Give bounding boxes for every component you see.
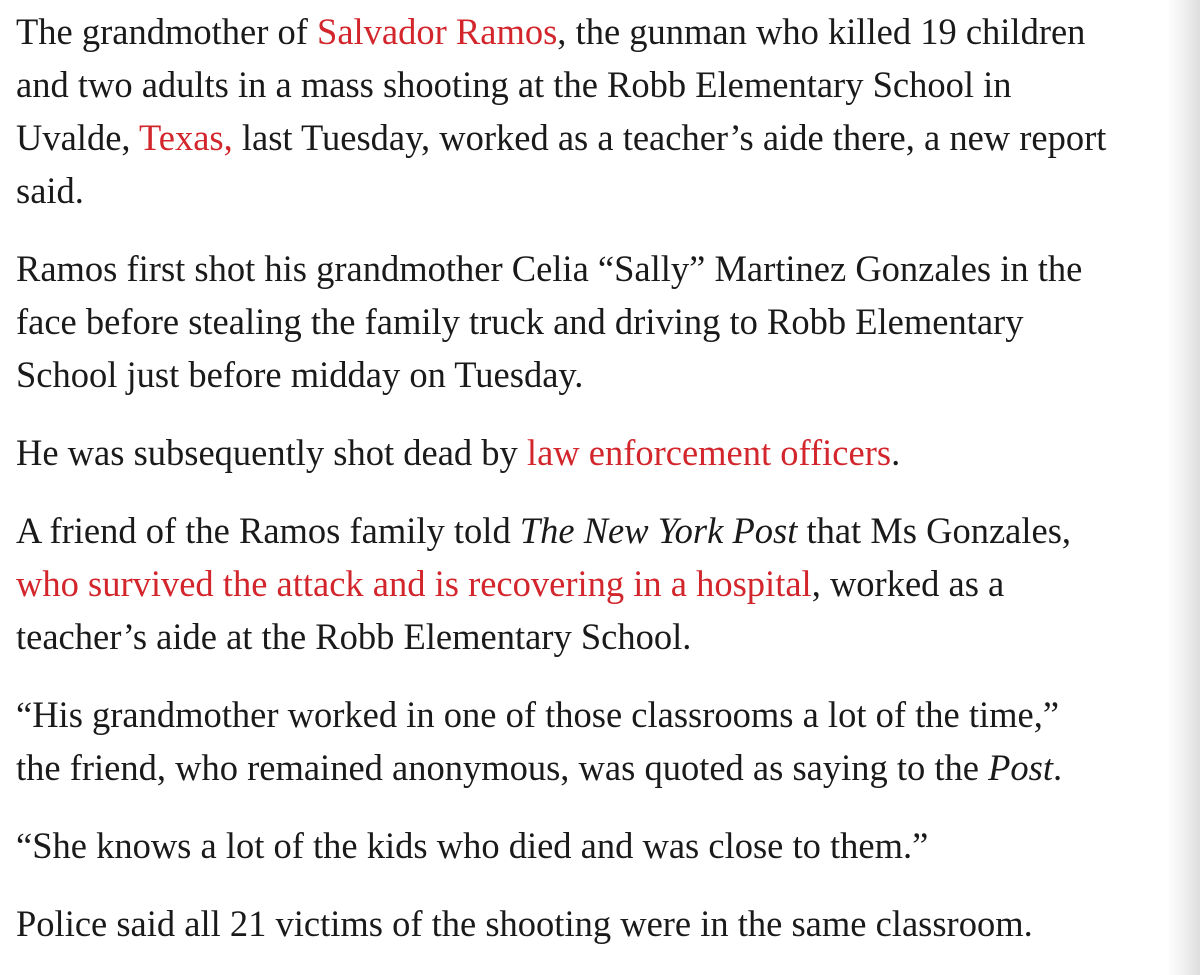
text-run: Police said all 21 victims of the shooting were in the same classroom. <box>16 903 1033 944</box>
text-run: . <box>891 432 901 473</box>
text-run: A friend of the Ramos family told <box>16 510 520 551</box>
salvador-ramos-link[interactable]: Salvador Ramos <box>317 11 558 52</box>
paragraph-1 <box>16 5 1200 217</box>
article-body <box>16 5 1200 975</box>
paragraph-7 <box>16 897 1200 950</box>
text-run: face before stealing the family truck and driving to Robb Elementary <box>16 301 1024 342</box>
text-run: , the gunman who killed 19 children <box>557 11 1086 52</box>
paragraph-2 <box>16 242 1200 401</box>
publication-name: The New York Post <box>519 510 798 551</box>
text-run: . <box>1053 747 1063 788</box>
text-run: said. <box>16 170 84 211</box>
paragraph-3 <box>16 426 1200 479</box>
text-run: The grandmother of <box>16 11 318 52</box>
text-run: , worked as a <box>811 563 1005 604</box>
text-run: and two adults in a mass shooting at the Robb Elementary School in <box>16 64 1012 105</box>
texas-link[interactable]: Texas, <box>139 117 233 158</box>
publication-name: Post <box>988 747 1054 788</box>
text-run: teacher’s aide at the Robb Elementary School. <box>16 616 692 657</box>
paragraph-6 <box>16 819 1200 872</box>
text-run: He was subsequently shot dead by <box>16 432 527 473</box>
quote-text: “She knows a lot of the kids who died and was close to them.” <box>16 825 929 866</box>
text-run: that Ms Gonzales, <box>797 510 1072 551</box>
paragraph-4 <box>16 504 1200 663</box>
text-run: the friend, who remained anonymous, was quoted as saying to the <box>16 747 989 788</box>
paragraph-5 <box>16 688 1200 794</box>
law-enforcement-link[interactable]: law enforcement officers <box>526 432 892 473</box>
text-run: last Tuesday, worked as a teacher’s aide there, a new report <box>232 117 1107 158</box>
text-run: School just before midday on Tuesday. <box>16 354 584 395</box>
survived-attack-link[interactable]: who survived the attack and is recovering in a hospital <box>16 563 812 604</box>
text-run: Uvalde, <box>16 117 139 158</box>
text-run: Ramos first shot his grandmother Celia “Sally” Martinez Gonzales in the <box>16 248 1083 289</box>
quote-text: “His grandmother worked in one of those classrooms a lot of the time,” <box>16 694 1060 735</box>
